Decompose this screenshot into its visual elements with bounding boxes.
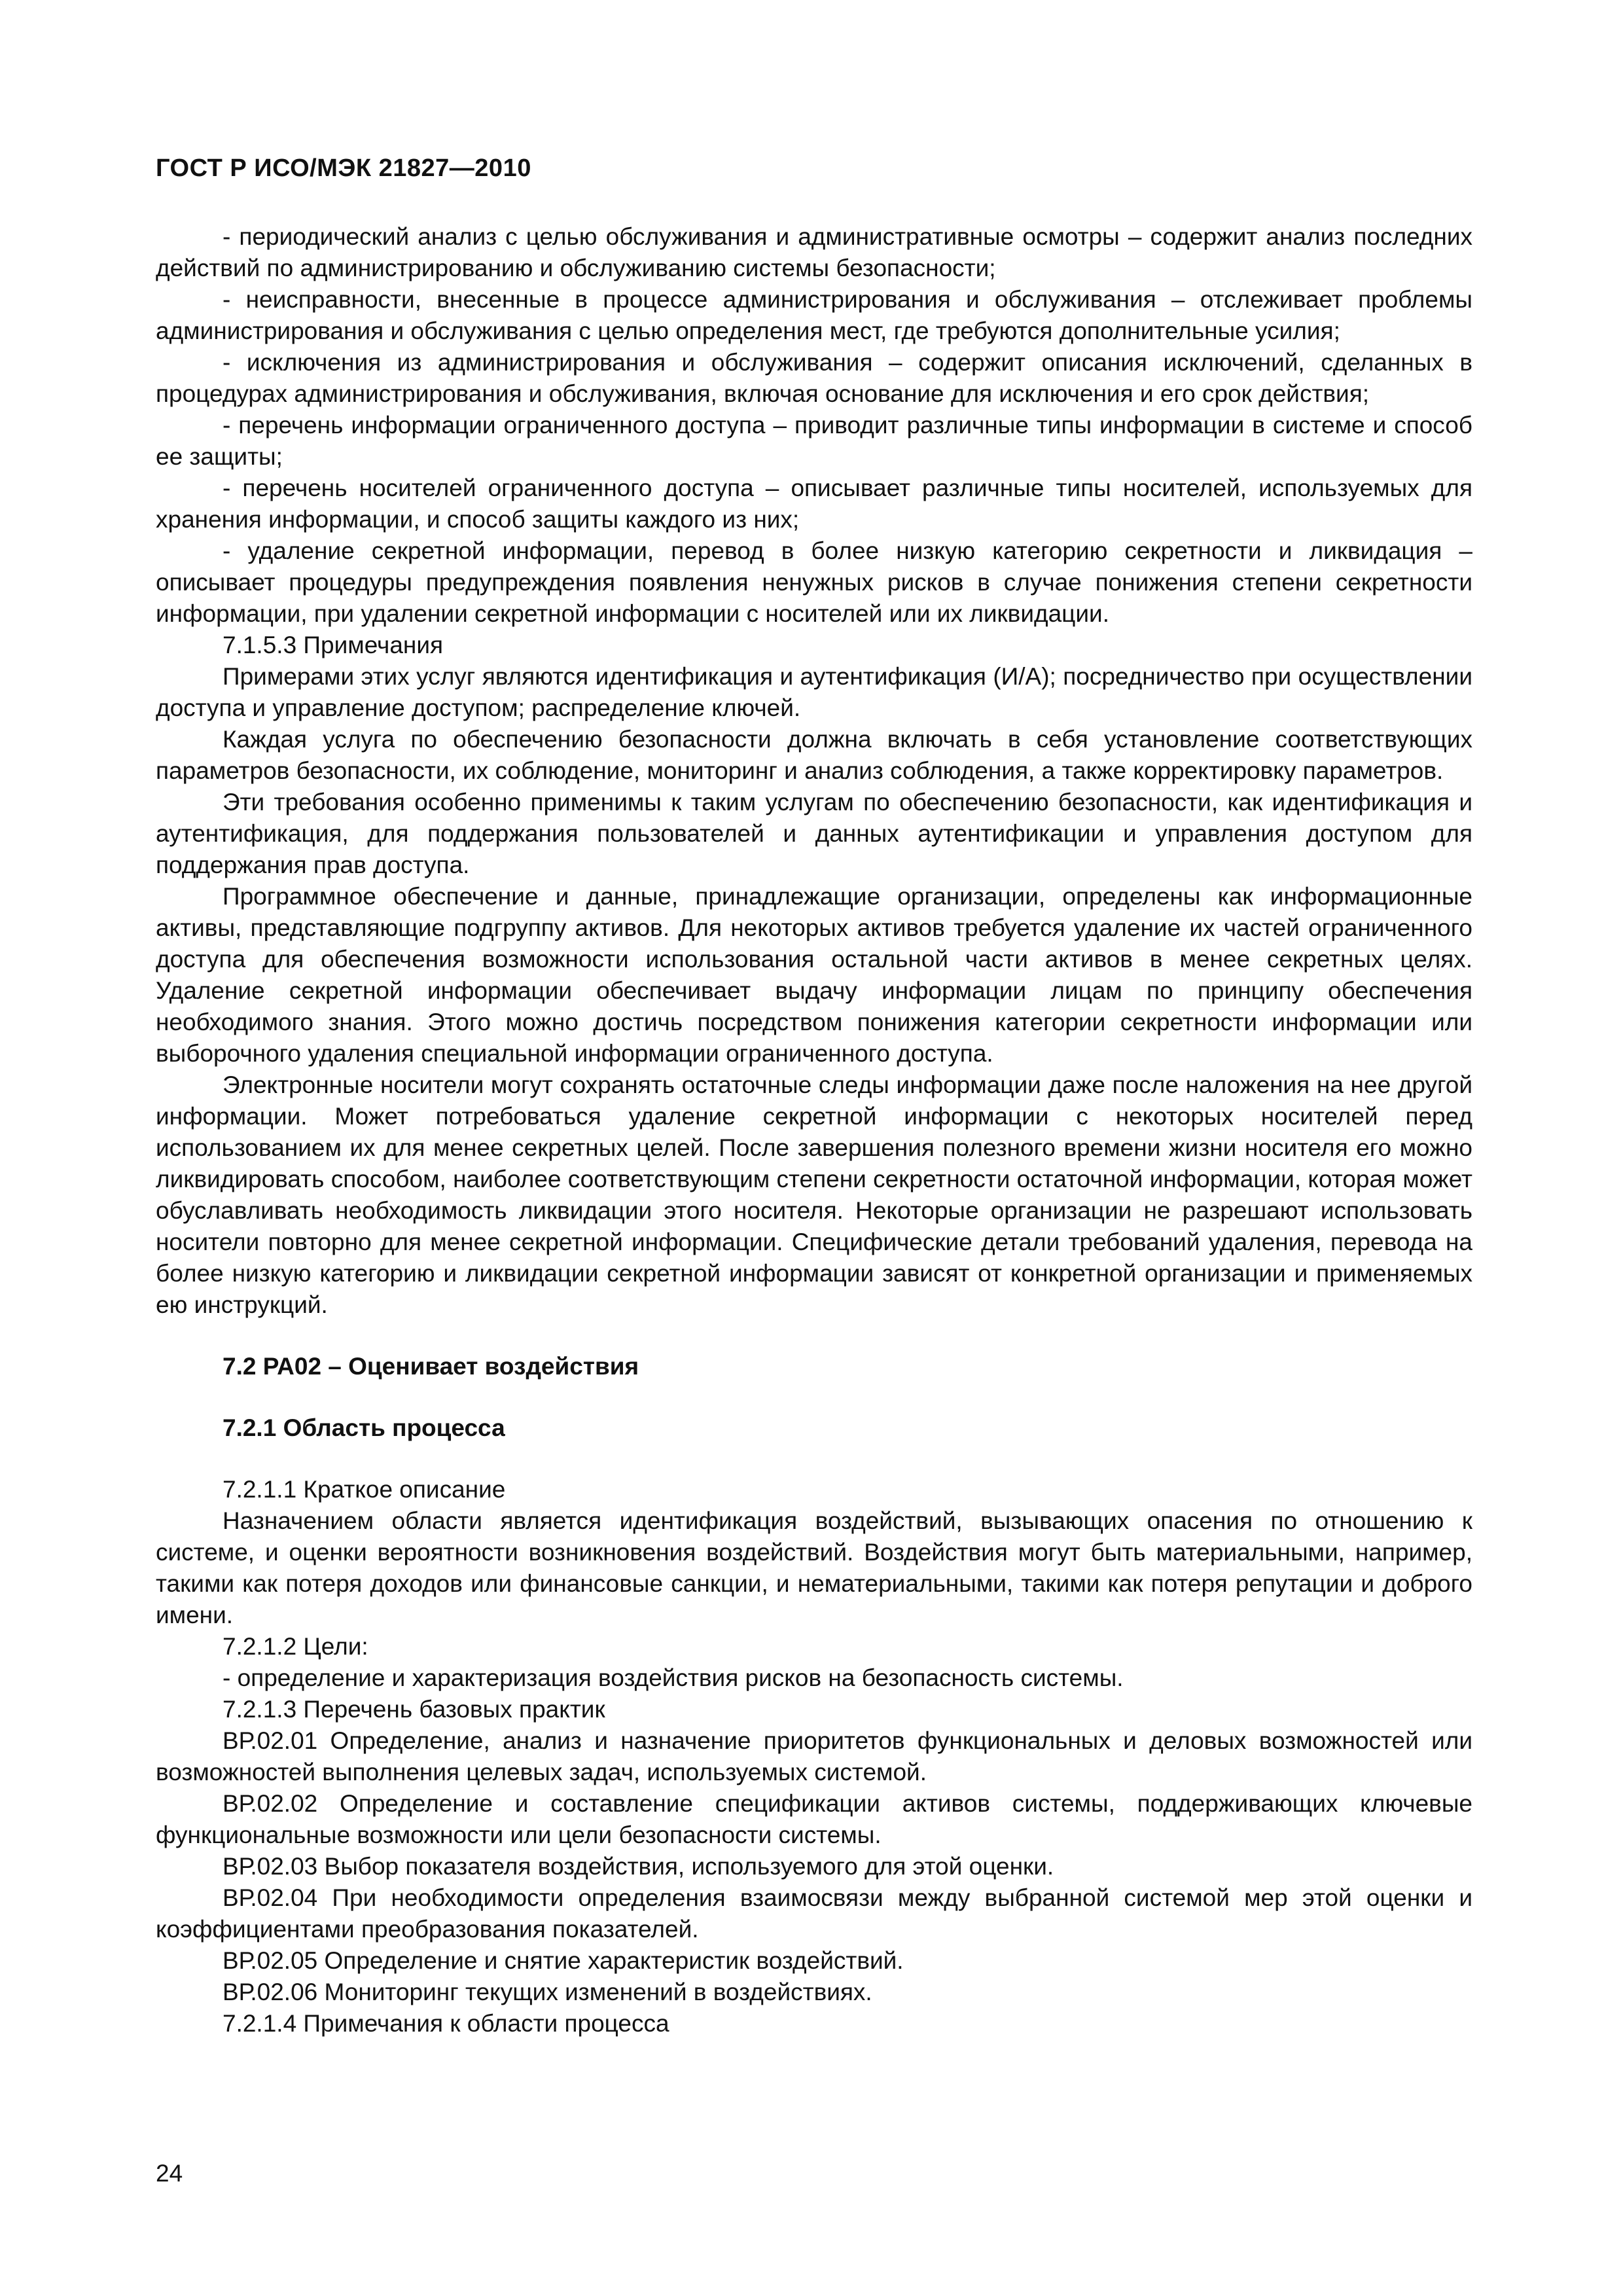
- base-practice-item: ВР.02.06 Мониторинг текущих изменений в воздействиях.: [223, 1979, 872, 2005]
- section-heading-7-2: 7.2 РА02 – Оценивает воздействия: [223, 1353, 639, 1380]
- list-item: - удаление секретной информации, перевод в более низкую категорию секретности и ликвидация – описывает процедуры предупреждения появления ненужных рисков в случае понижения степени секретности информации, при удалении секретной информации с носителей или их ликвидации.: [156, 537, 1472, 627]
- base-practice-item: ВР.02.01 Определение, анализ и назначение приоритетов функциональных и деловых возможностей или возможностей выполнения целевых задач, используемых системой.: [156, 1727, 1472, 1785]
- page-body: [156, 221, 1472, 2039]
- body-paragraph: Эти требования особенно применимы к таким услугам по обеспечению безопасности, как идентификация и аутентификация, для поддержания пользователей и данных аутентификации и управления доступом для поддержания прав доступа.: [156, 789, 1472, 878]
- list-item: - перечень информации ограниченного доступа – приводит различные типы информации в системе и способ ее защиты;: [156, 412, 1472, 470]
- section-heading-7-2-1: 7.2.1 Область процесса: [223, 1414, 505, 1441]
- page-number: 24: [156, 2160, 183, 2187]
- body-paragraph: Примерами этих услуг являются идентификация и аутентификация (И/А); посредничество при осуществлении доступа и управление доступом; распределение ключей.: [156, 663, 1472, 721]
- list-item: - определение и характеризация воздействия рисков на безопасность системы.: [223, 1664, 1124, 1691]
- body-paragraph: Программное обеспечение и данные, принадлежащие организации, определены как информационные активы, представляющие подгруппу активов. Для некоторых активов требуется удаление их частей ограниченного доступа для обеспечения возможности использования остальной части активов в менее секретных целях. Удаление секретной информации обеспечивает выдачу информации лицам по принципу обеспечения необходимого знания. Этого можно достичь посредством понижения категории секретности информации или выборочного удаления специальной информации ограниченного доступа.: [156, 883, 1472, 1067]
- subsection-number-7-2-1-1: 7.2.1.1 Краткое описание: [223, 1476, 506, 1503]
- subsection-number-7-2-1-2: 7.2.1.2 Цели:: [223, 1633, 368, 1660]
- document-header: ГОСТ Р ИСО/МЭК 21827—2010: [156, 154, 531, 182]
- list-item: - перечень носителей ограниченного доступа – описывает различные типы носителей, используемых для хранения информации, и способ защиты каждого из них;: [156, 475, 1472, 533]
- base-practice-item: ВР.02.02 Определение и составление спецификации активов системы, поддерживающих ключевые функциональные возможности или цели безопасности системы.: [156, 1790, 1472, 1848]
- list-item: - периодический анализ с целью обслуживания и административные осмотры – содержит анализ последних действий по администрированию и обслуживанию системы безопасности;: [156, 223, 1472, 281]
- body-paragraph: Электронные носители могут сохранять остаточные следы информации даже после наложения на нее другой информации. Может потребоваться удаление секретной информации с некоторых носителей перед использованием их для менее секретных целей. После завершения полезного времени жизни носителя его можно ликвидировать способом, наиболее соответствующим степени секретности остаточной информации, которая может обуславливать необходимость ликвидации этого носителя. Некоторые организации не разрешают использовать носители повторно для менее секретной информации. Специфические детали требований удаления, перевода на более низкую категорию и ликвидации секретной информации зависят от конкретной организации и применяемых ею инструкций.: [156, 1071, 1472, 1318]
- body-paragraph: Каждая услуга по обеспечению безопасности должна включать в себя установление соответствующих параметров безопасности, их соблюдение, мониторинг и анализ соблюдения, а также корректировку параметров.: [156, 726, 1472, 784]
- subsection-number-7-1-5-3: 7.1.5.3 Примечания: [223, 632, 444, 658]
- base-practice-item: ВР.02.04 При необходимости определения взаимосвязи между выбранной системой мер этой оценки и коэффициентами преобразования показателей.: [156, 1884, 1472, 1943]
- body-paragraph: Назначением области является идентификация воздействий, вызывающих опасения по отношению к системе, и оценки вероятности возникновения воздействий. Воздействия могут быть материальными, например, такими как потеря доходов или финансовые санкции, и нематериальными, такими как потеря репутации и доброго имени.: [156, 1507, 1472, 1628]
- base-practice-item: ВР.02.05 Определение и снятие характеристик воздействий.: [223, 1947, 904, 1974]
- subsection-number-7-2-1-3: 7.2.1.3 Перечень базовых практик: [223, 1696, 605, 1723]
- list-item: - неисправности, внесенные в процессе администрирования и обслуживания – отслеживает проблемы администрирования и обслуживания с целью определения мест, где требуются дополнительные усилия;: [156, 286, 1472, 344]
- list-item: - исключения из администрирования и обслуживания – содержит описания исключений, сделанных в процедурах администрирования и обслуживания, включая основание для исключения и его срок действия;: [156, 349, 1472, 407]
- base-practice-item: ВР.02.03 Выбор показателя воздействия, используемого для этой оценки.: [223, 1853, 1054, 1880]
- subsection-number-7-2-1-4: 7.2.1.4 Примечания к области процесса: [223, 2010, 669, 2037]
